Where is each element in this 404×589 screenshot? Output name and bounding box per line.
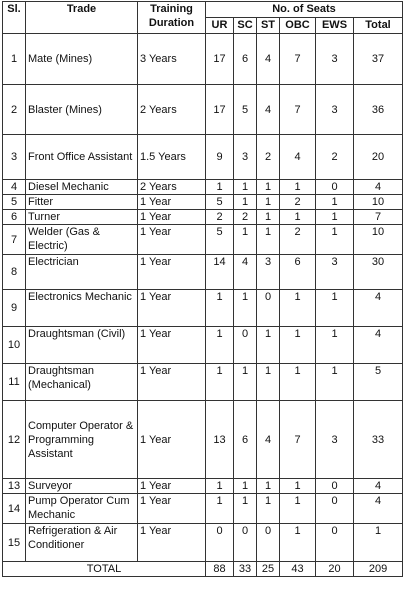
row-duration: 1 Year bbox=[138, 494, 206, 524]
row-trade: Fitter bbox=[26, 195, 138, 210]
row-st: 4 bbox=[257, 34, 280, 85]
row-obc: 4 bbox=[280, 135, 316, 180]
row-ur: 1 bbox=[206, 479, 234, 494]
row-ews: 1 bbox=[316, 225, 354, 255]
seats-table-container bbox=[2, 1, 403, 577]
table-row bbox=[3, 180, 403, 195]
row-st: 4 bbox=[257, 401, 280, 479]
table-row bbox=[3, 135, 403, 180]
row-ews: 3 bbox=[316, 401, 354, 479]
header-seats: No. of Seats bbox=[206, 2, 403, 18]
header-sc: SC bbox=[234, 18, 257, 34]
header-total: Total bbox=[354, 18, 403, 34]
row-st: 1 bbox=[257, 180, 280, 195]
total-st: 25 bbox=[257, 562, 280, 577]
row-duration: 2 Years bbox=[138, 85, 206, 135]
row-duration: 3 Years bbox=[138, 34, 206, 85]
row-ews: 0 bbox=[316, 524, 354, 562]
row-obc: 1 bbox=[280, 290, 316, 327]
row-st: 1 bbox=[257, 327, 280, 364]
row-sl: 1 bbox=[3, 34, 26, 85]
table-row bbox=[3, 327, 403, 364]
row-ur: 5 bbox=[206, 225, 234, 255]
total-obc: 43 bbox=[280, 562, 316, 577]
row-duration: 1 Year bbox=[138, 210, 206, 225]
row-sl: 14 bbox=[3, 494, 26, 524]
table-row bbox=[3, 364, 403, 401]
row-st: 0 bbox=[257, 524, 280, 562]
row-ur: 17 bbox=[206, 34, 234, 85]
row-duration: 1.5 Years bbox=[138, 135, 206, 180]
row-trade: Draughtsman (Mechanical) bbox=[26, 364, 138, 401]
row-trade: Draughtsman (Civil) bbox=[26, 327, 138, 364]
row-trade: Blaster (Mines) bbox=[26, 85, 138, 135]
row-ews: 0 bbox=[316, 479, 354, 494]
row-sl: 3 bbox=[3, 135, 26, 180]
row-ews: 1 bbox=[316, 290, 354, 327]
row-total: 4 bbox=[354, 327, 403, 364]
row-obc: 1 bbox=[280, 327, 316, 364]
row-sl: 10 bbox=[3, 327, 26, 364]
row-sc: 1 bbox=[234, 195, 257, 210]
row-ews: 3 bbox=[316, 85, 354, 135]
row-ur: 1 bbox=[206, 494, 234, 524]
total-sc: 33 bbox=[234, 562, 257, 577]
row-obc: 1 bbox=[280, 210, 316, 225]
row-total: 30 bbox=[354, 255, 403, 290]
table-row bbox=[3, 494, 403, 524]
table-row bbox=[3, 290, 403, 327]
row-sc: 3 bbox=[234, 135, 257, 180]
header-sl: Sl. bbox=[3, 2, 26, 34]
row-sc: 1 bbox=[234, 364, 257, 401]
row-sc: 0 bbox=[234, 327, 257, 364]
row-duration: 1 Year bbox=[138, 327, 206, 364]
row-trade: Diesel Mechanic bbox=[26, 180, 138, 195]
row-total: 10 bbox=[354, 195, 403, 210]
row-ur: 1 bbox=[206, 327, 234, 364]
row-ur: 9 bbox=[206, 135, 234, 180]
header-ews: EWS bbox=[316, 18, 354, 34]
row-st: 2 bbox=[257, 135, 280, 180]
row-obc: 1 bbox=[280, 524, 316, 562]
row-ur: 0 bbox=[206, 524, 234, 562]
row-sc: 1 bbox=[234, 180, 257, 195]
header-ur: UR bbox=[206, 18, 234, 34]
row-ews: 0 bbox=[316, 180, 354, 195]
row-sc: 1 bbox=[234, 494, 257, 524]
row-sl: 11 bbox=[3, 364, 26, 401]
row-total: 7 bbox=[354, 210, 403, 225]
row-trade: Electrician bbox=[26, 255, 138, 290]
row-st: 1 bbox=[257, 210, 280, 225]
table-row bbox=[3, 255, 403, 290]
row-trade: Front Office Assistant bbox=[26, 135, 138, 180]
row-ews: 3 bbox=[316, 255, 354, 290]
total-ur: 88 bbox=[206, 562, 234, 577]
row-total: 36 bbox=[354, 85, 403, 135]
row-sl: 8 bbox=[3, 255, 26, 290]
row-ur: 14 bbox=[206, 255, 234, 290]
row-ews: 1 bbox=[316, 195, 354, 210]
row-sc: 1 bbox=[234, 225, 257, 255]
row-sc: 1 bbox=[234, 479, 257, 494]
row-obc: 7 bbox=[280, 85, 316, 135]
row-ews: 2 bbox=[316, 135, 354, 180]
table-row bbox=[3, 210, 403, 225]
row-trade: Computer Operator & Programming Assistant bbox=[26, 401, 138, 479]
table-body bbox=[3, 34, 403, 562]
row-sl: 4 bbox=[3, 180, 26, 195]
row-obc: 2 bbox=[280, 225, 316, 255]
row-st: 1 bbox=[257, 479, 280, 494]
row-sc: 0 bbox=[234, 524, 257, 562]
table-row bbox=[3, 401, 403, 479]
row-sc: 5 bbox=[234, 85, 257, 135]
row-sc: 1 bbox=[234, 290, 257, 327]
row-ur: 1 bbox=[206, 364, 234, 401]
header-obc: OBC bbox=[280, 18, 316, 34]
row-ews: 0 bbox=[316, 494, 354, 524]
row-duration: 1 Year bbox=[138, 255, 206, 290]
table-row bbox=[3, 85, 403, 135]
table-row bbox=[3, 524, 403, 562]
row-duration: 1 Year bbox=[138, 225, 206, 255]
header-duration: Training Duration bbox=[138, 2, 206, 34]
row-sl: 13 bbox=[3, 479, 26, 494]
row-st: 3 bbox=[257, 255, 280, 290]
row-total: 4 bbox=[354, 180, 403, 195]
row-obc: 1 bbox=[280, 364, 316, 401]
header-row-1 bbox=[3, 2, 403, 18]
row-trade: Surveyor bbox=[26, 479, 138, 494]
row-obc: 1 bbox=[280, 494, 316, 524]
row-obc: 1 bbox=[280, 180, 316, 195]
row-ur: 17 bbox=[206, 85, 234, 135]
row-sl: 5 bbox=[3, 195, 26, 210]
row-sl: 6 bbox=[3, 210, 26, 225]
row-sl: 12 bbox=[3, 401, 26, 479]
row-total: 1 bbox=[354, 524, 403, 562]
total-label: TOTAL bbox=[3, 562, 206, 577]
row-ur: 5 bbox=[206, 195, 234, 210]
table-row bbox=[3, 195, 403, 210]
row-duration: 1 Year bbox=[138, 524, 206, 562]
row-duration: 2 Years bbox=[138, 180, 206, 195]
row-duration: 1 Year bbox=[138, 364, 206, 401]
total-total: 209 bbox=[354, 562, 403, 577]
table-row bbox=[3, 479, 403, 494]
row-st: 0 bbox=[257, 290, 280, 327]
seats-table bbox=[2, 1, 403, 577]
row-trade: Turner bbox=[26, 210, 138, 225]
total-row bbox=[3, 562, 403, 577]
row-st: 1 bbox=[257, 494, 280, 524]
row-ur: 13 bbox=[206, 401, 234, 479]
row-total: 37 bbox=[354, 34, 403, 85]
row-st: 4 bbox=[257, 85, 280, 135]
header-trade: Trade bbox=[26, 2, 138, 34]
row-trade: Mate (Mines) bbox=[26, 34, 138, 85]
row-total: 4 bbox=[354, 290, 403, 327]
row-total: 10 bbox=[354, 225, 403, 255]
row-ews: 1 bbox=[316, 327, 354, 364]
row-trade: Refrigeration & Air Conditioner bbox=[26, 524, 138, 562]
row-total: 5 bbox=[354, 364, 403, 401]
row-total: 4 bbox=[354, 494, 403, 524]
row-sl: 15 bbox=[3, 524, 26, 562]
row-st: 1 bbox=[257, 364, 280, 401]
row-total: 4 bbox=[354, 479, 403, 494]
row-ur: 2 bbox=[206, 210, 234, 225]
row-sc: 6 bbox=[234, 34, 257, 85]
total-ews: 20 bbox=[316, 562, 354, 577]
row-duration: 1 Year bbox=[138, 290, 206, 327]
row-trade: Welder (Gas & Electric) bbox=[26, 225, 138, 255]
table-row bbox=[3, 34, 403, 85]
row-sl: 9 bbox=[3, 290, 26, 327]
row-ur: 1 bbox=[206, 180, 234, 195]
row-obc: 2 bbox=[280, 195, 316, 210]
row-sc: 2 bbox=[234, 210, 257, 225]
row-sc: 6 bbox=[234, 401, 257, 479]
row-trade: Pump Operator Cum Mechanic bbox=[26, 494, 138, 524]
row-st: 1 bbox=[257, 225, 280, 255]
row-obc: 1 bbox=[280, 479, 316, 494]
row-obc: 7 bbox=[280, 34, 316, 85]
row-st: 1 bbox=[257, 195, 280, 210]
row-ews: 3 bbox=[316, 34, 354, 85]
table-row bbox=[3, 225, 403, 255]
row-obc: 6 bbox=[280, 255, 316, 290]
row-obc: 7 bbox=[280, 401, 316, 479]
row-trade: Electronics Mechanic bbox=[26, 290, 138, 327]
header-st: ST bbox=[257, 18, 280, 34]
row-total: 33 bbox=[354, 401, 403, 479]
row-sl: 7 bbox=[3, 225, 26, 255]
row-duration: 1 Year bbox=[138, 479, 206, 494]
row-ews: 1 bbox=[316, 364, 354, 401]
row-sl: 2 bbox=[3, 85, 26, 135]
row-ur: 1 bbox=[206, 290, 234, 327]
row-duration: 1 Year bbox=[138, 401, 206, 479]
row-total: 20 bbox=[354, 135, 403, 180]
row-sc: 4 bbox=[234, 255, 257, 290]
row-ews: 1 bbox=[316, 210, 354, 225]
row-duration: 1 Year bbox=[138, 195, 206, 210]
